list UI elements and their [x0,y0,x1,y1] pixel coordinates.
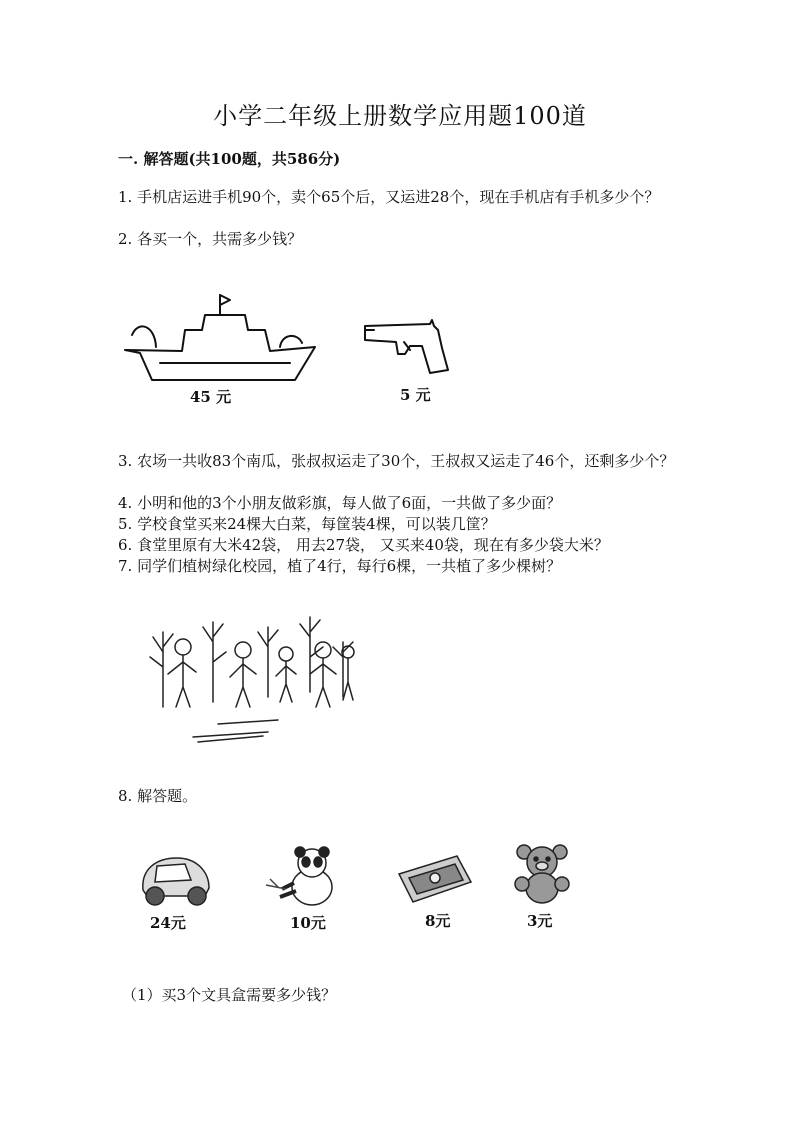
panda-price: 10元 [290,914,326,932]
question-3: 3. 农场一共收83个南瓜，张叔叔运走了30个，王叔叔又运走了46个，还剩多少个？ [118,452,675,470]
page-title: 小学二年级上册数学应用题100道 [213,102,587,130]
question-7: 7. 同学们植树绿化校园，植了4行，每行6棵，一共植了多少棵树？ [118,557,562,575]
ship-icon [120,285,320,385]
teddy-price: 3元 [527,912,553,930]
question-4: 4. 小明和他的3个小朋友做彩旗，每人做了6面，一共做了多少面？ [118,494,562,512]
ship-price: 45 元 [190,388,232,406]
question-8: 8. 解答题。 [118,787,198,805]
question-1: 1. 手机店运进手机90个，卖个65个后，又运进28个，现在手机店有手机多少个？ [118,188,660,206]
pencil-box-price: 8元 [425,912,451,930]
car-price: 24元 [150,914,186,932]
toy-car-icon [135,850,215,910]
section-heading: 一. 解答题(共100题，共586分) [118,150,341,168]
question-6: 6. 食堂里原有大米42袋， 用去27袋， 又买来40袋，现在有多少袋大米？ [118,536,609,554]
panda-icon [262,845,342,910]
question-8-1: （1）买3个文具盒需要多少钱？ [122,986,337,1004]
question-5: 5. 学校食堂买来24棵大白菜，每筐装4棵，可以装几筐？ [118,515,496,533]
question-2: 2. 各买一个，共需多少钱？ [118,230,303,248]
teddy-bear-icon [512,842,572,907]
tree-planting-children-icon [138,612,368,747]
toy-gun-icon [360,318,460,378]
gun-price: 5 元 [400,386,431,404]
pencil-box-icon [395,852,475,907]
